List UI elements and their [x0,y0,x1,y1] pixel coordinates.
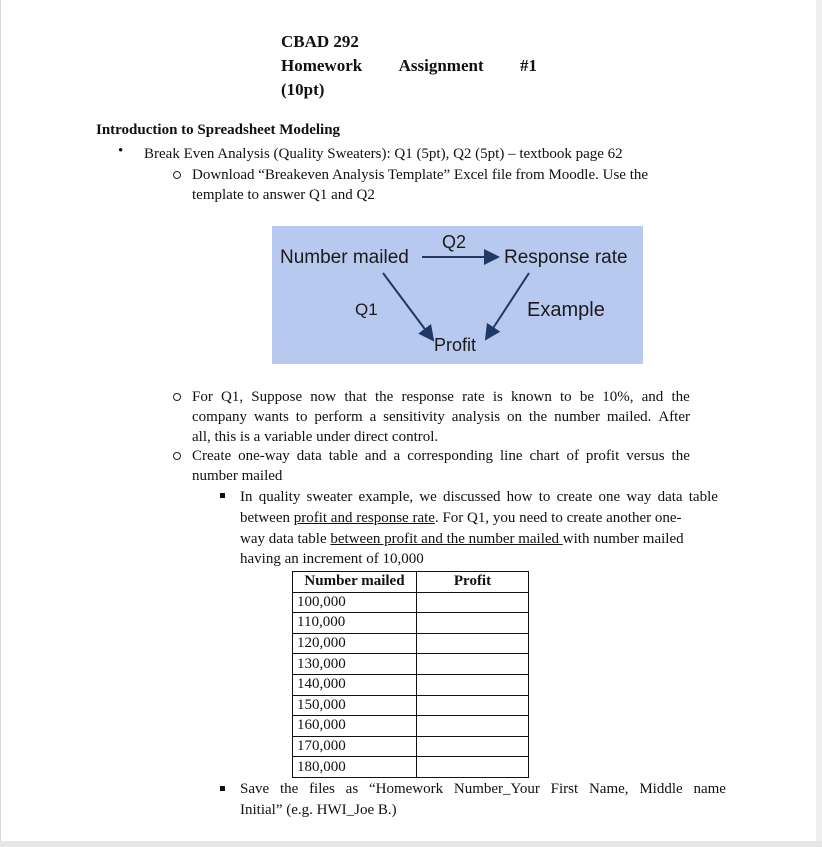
word: company [192,409,247,425]
save-line-1 [240,779,726,799]
word: on [506,409,522,425]
text: between [240,510,294,526]
underlined-text: between profit and the number mailed [330,531,563,547]
word: Create [192,448,232,464]
word: example, [358,489,414,505]
profit-cell [417,736,529,757]
word: table [328,448,358,464]
word: chart [529,448,560,464]
number-mailed-cell: 180,000 [293,757,417,778]
title-word: #1 [519,56,537,75]
word: a [369,409,377,425]
example-label: Example [527,299,605,321]
word: versus [626,448,665,464]
table-row [293,716,529,737]
word: one-way [238,448,290,464]
header-profit: Profit [417,572,529,593]
header-number-mailed: Number mailed [293,572,417,593]
profit-cell [417,654,529,675]
word: response [401,389,454,405]
table-row [293,654,529,675]
word: and [641,389,664,405]
word: to [560,389,572,405]
profit-cell [417,716,529,737]
word: wants [253,409,289,425]
word: quality [258,489,301,505]
word: Save [240,781,270,797]
number-mailed-label: Number mailed [280,247,409,268]
word: perform [314,409,363,425]
word: analysis [451,409,501,425]
word: For [192,389,213,405]
create-line-2: number mailed [192,468,283,484]
example-arrow [486,273,529,339]
table-row [293,757,529,778]
word: Number_Your [453,781,540,797]
example-line-1 [240,487,718,507]
number-mailed-cell: 140,000 [293,674,417,695]
word: table [688,489,718,505]
response-rate-label: Response rate [504,247,628,268]
title-word: Assignment [398,56,484,75]
q1-line-1 [192,387,690,407]
word: the [279,781,299,797]
section-heading: Introduction to Spreadsheet Modeling [96,122,341,138]
word: mailed. [606,409,652,425]
square-bullet [220,493,225,498]
word: sensitivity [383,409,445,425]
underlined-text: profit and response rate [293,510,435,526]
number-mailed-cell: 110,000 [293,613,417,634]
table-header-row [293,572,529,593]
title-line-2 [281,54,537,78]
example-line-4: having an increment of 10,000 [240,551,424,567]
word: of [566,448,579,464]
word: to [538,489,551,505]
word: First [550,781,579,797]
profit-cell [417,757,529,778]
q1-label: Q1 [355,300,378,319]
word: rate [462,389,485,405]
table-row [293,613,529,634]
sub-bullet-circle [173,452,181,460]
title-points: (10pt) [281,80,325,99]
word: is [492,389,503,405]
word: a [393,448,401,464]
q1-line-2 [192,407,690,427]
word: After [658,409,690,425]
word: 10%, [602,389,634,405]
sub-bullet-circle [173,393,181,401]
profit-cell [417,633,529,654]
text: way data table [240,531,331,547]
bullet-dot: • [118,143,124,159]
word: the [374,389,394,405]
word: Name, [588,781,629,797]
bullet-break-even: Break Even Analysis (Quality Sweaters): Q1 (5pt), Q2 (5pt) – textbook page 62 [144,146,623,162]
word: sweater [306,489,353,505]
word: now [310,389,337,405]
profit-cell [417,695,529,716]
data-table [292,571,529,778]
word: files [309,781,335,797]
download-line-2: template to answer Q1 and Q2 [192,187,375,203]
number-mailed-cell: 160,000 [293,716,417,737]
word: “Homework [368,781,444,797]
q1-line-3: all, this is a variable under direct control. [192,429,439,445]
number-mailed-cell: 120,000 [293,633,417,654]
word: to [295,409,308,425]
word: profit [585,448,620,464]
number-mailed-cell: 150,000 [293,695,417,716]
word: create [556,489,593,505]
word: number [554,409,600,425]
page-bottom-edge [0,841,822,847]
download-line-1 [192,165,678,185]
word: corresponding [407,448,493,464]
word: Suppose [251,389,303,405]
download-text: Download “Breakeven Analysis Template” Excel file from Moodle. Use the [192,167,649,183]
word: and [364,448,387,464]
number-mailed-cell: 130,000 [293,654,417,675]
sub-bullet-circle [173,171,181,179]
page-left-edge [0,0,1,847]
profit-cell [417,592,529,613]
table-row [293,633,529,654]
number-mailed-cell: 170,000 [293,736,417,757]
document-title [281,30,537,102]
word: be [579,389,595,405]
word: Middle [639,781,683,797]
table-row [293,695,529,716]
word: In [240,489,253,505]
text: . For Q1, you need to create another one- [434,510,682,526]
table-row [293,592,529,613]
word: way [626,489,652,505]
title-word: Homework [281,56,363,75]
number-mailed-cell: 100,000 [293,592,417,613]
page-right-edge [816,0,822,847]
word: known [511,389,552,405]
text: with number mailed [562,531,684,547]
word: one [598,489,621,505]
variable-diagram [272,226,643,364]
create-line-1 [192,446,690,466]
word: name [693,781,726,797]
word: data [657,489,683,505]
example-line-2 [240,508,682,528]
profit-label: Profit [434,335,477,355]
example-line-3 [240,529,684,549]
word: we [419,489,437,505]
word: the [671,389,690,405]
word: that [344,389,367,405]
course-code: CBAD 292 [281,32,359,51]
table-row [293,674,529,695]
q2-label: Q2 [442,232,467,252]
q1-arrow [383,273,433,340]
word: how [506,489,533,505]
word: line [499,448,523,464]
word: the [528,409,548,425]
word: discussed [442,489,501,505]
table-row [293,736,529,757]
profit-cell [417,613,529,634]
save-line-2: Initial” (e.g. HWI_Joe B.) [240,802,397,818]
word: as [345,781,359,797]
word: the [671,448,690,464]
word: Q1, [221,389,244,405]
profit-cell [417,674,529,695]
word: data [296,448,322,464]
square-bullet [220,786,225,791]
